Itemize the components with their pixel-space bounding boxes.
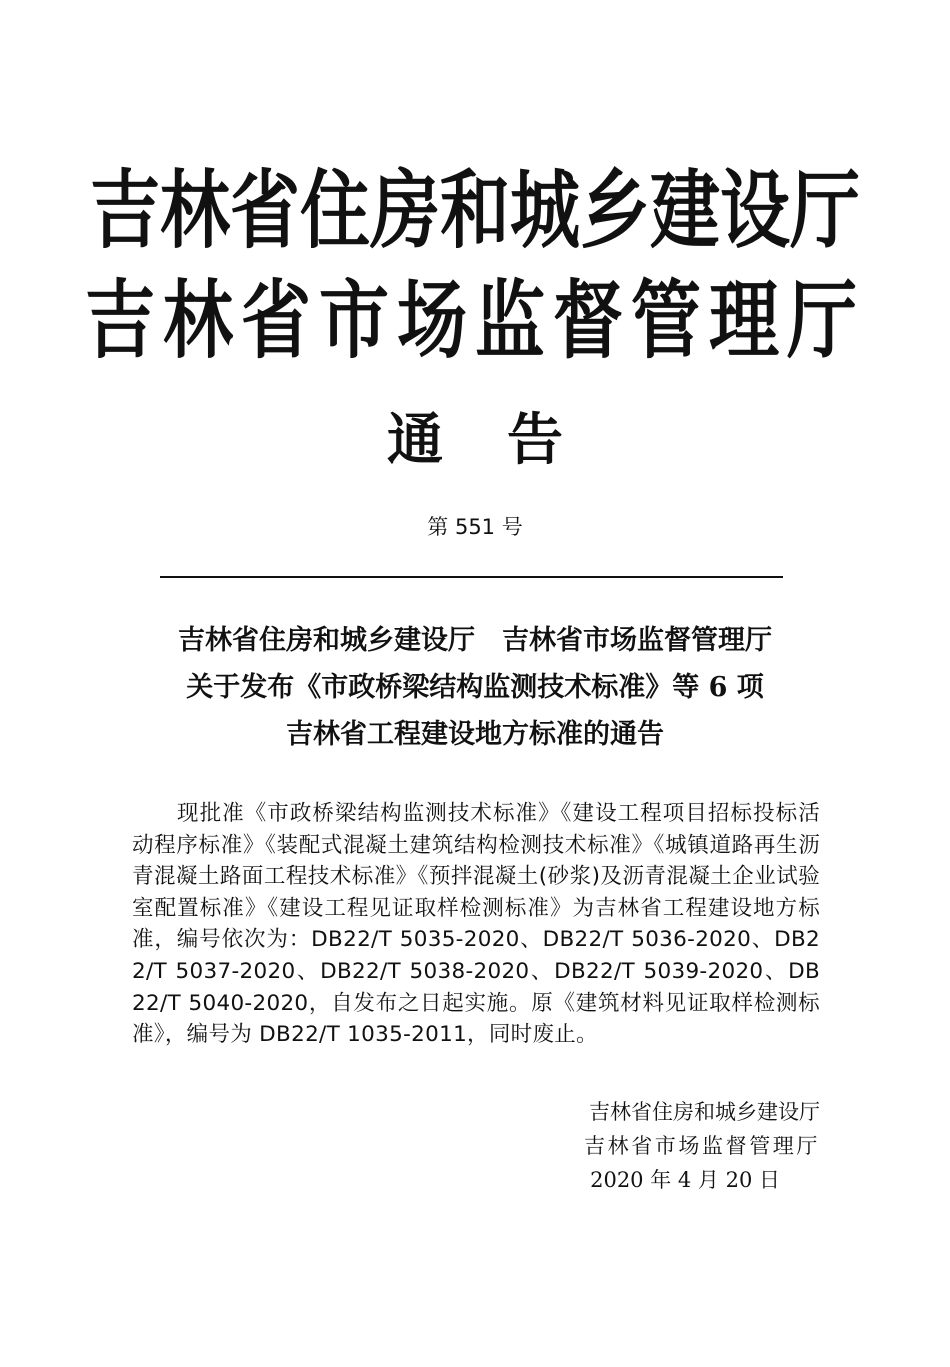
signature-block bbox=[584, 1095, 820, 1197]
headline bbox=[120, 617, 830, 758]
headline-line-1: 吉林省住房和城乡建设厅 吉林省市场监督管理厅 bbox=[178, 625, 772, 656]
signature-org-1: 吉林省住房和城乡建设厅 bbox=[589, 1100, 820, 1124]
issuer-line-2: 吉林省市场监督管理厅 bbox=[85, 270, 865, 371]
issuer-line-1: 吉林省住房和城乡建设厅 bbox=[90, 160, 860, 261]
headline-line-3: 吉林省工程建设地方标准的通告 bbox=[286, 719, 664, 750]
body-paragraph: 现批准《市政桥梁结构监测技术标准》《建设工程项目招标投标活动程序标准》《装配式混凝土建筑结构检测技术标准》《城镇道路再生沥青混凝土路面工程技术标准》《预拌混凝土(砂浆)及沥青混凝土企业试验室配置标准》《建设工程见证取样检测标准》为吉林省工程建设地方标准，编号依次为：DB22/T 5035-2020、DB22/T 5036-2020、DB22/T 5037-2020、DB22/T 5038-2020、DB22/T 5039-2020、DB22/T 5040-2020，自发布之日起实施。原《建筑材料见证取样检测标准》，编号为 DB22/T 1035-2011，同时废止。 bbox=[132, 801, 820, 1048]
signature-org-2: 吉林省市场监督管理厅 bbox=[584, 1134, 820, 1158]
headline-line-2: 关于发布《市政桥梁结构监测技术标准》等 6 项 bbox=[186, 672, 764, 703]
notice-number: 第 551 号 bbox=[427, 515, 523, 539]
signature-date: 2020 年 4 月 20 日 bbox=[590, 1168, 780, 1192]
notice-title: 通告 bbox=[387, 407, 627, 473]
header-divider bbox=[160, 576, 783, 578]
